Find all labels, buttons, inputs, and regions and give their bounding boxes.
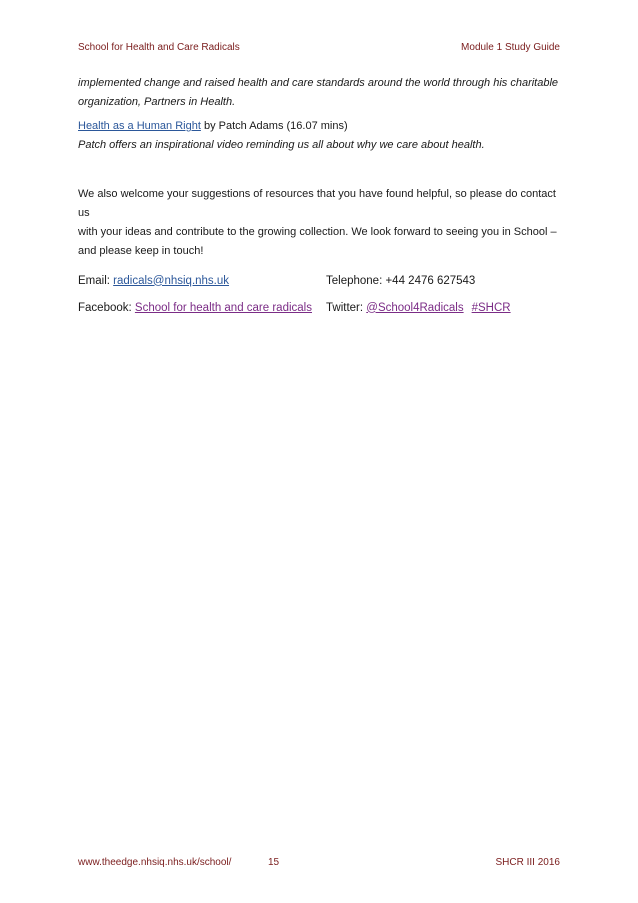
page-body <box>78 74 564 321</box>
email-entry <box>78 275 326 287</box>
contact-row-1 <box>78 267 564 294</box>
twitter-handle-link[interactable]: @School4Radicals <box>366 301 464 314</box>
footer-right-text: SHCR III 2016 <box>495 856 560 868</box>
footer-url: www.theedge.nhsiq.nhs.uk/school/ <box>78 856 232 868</box>
email-link[interactable]: radicals@nhsiq.nhs.uk <box>113 274 230 287</box>
intro-line-2: organization, Partners in Health. <box>78 96 236 108</box>
resource-description: Patch offers an inspirational video reminding us all about why we care about health. <box>78 139 485 151</box>
facebook-entry <box>78 302 326 314</box>
health-as-human-right-link[interactable]: Health as a Human Right <box>78 120 201 132</box>
intro-line-1: implemented change and raised health and care standards around the world through his charitable <box>78 77 559 89</box>
header-right-title: Module 1 Study Guide <box>461 41 560 53</box>
contact-block <box>78 267 564 321</box>
twitter-entry <box>326 302 564 314</box>
closing-line-3: and please keep in touch! <box>78 245 204 257</box>
facebook-label: Facebook: <box>78 301 135 314</box>
contact-row-2 <box>78 294 564 321</box>
footer-page-number: 15 <box>268 856 280 868</box>
resource-entry <box>78 117 564 136</box>
facebook-link[interactable]: School for health and care radicals <box>134 301 312 314</box>
resource-byline: by Patch Adams (16.07 mins) <box>200 120 348 132</box>
hashtag-link[interactable]: #SHCR <box>471 301 511 314</box>
page-footer <box>78 855 560 869</box>
closing-line-2: with your ideas and contribute to the growing collection. We look forward to seeing you in School – <box>78 226 557 238</box>
page-header <box>78 40 560 54</box>
email-label: Email: <box>78 274 114 287</box>
telephone-entry: Telephone: +44 2476 627543 <box>326 274 476 287</box>
twitter-label: Twitter: <box>326 301 367 314</box>
closing-line-1: We also welcome your suggestions of resources that you have found helpful, so please do contact us <box>78 188 556 219</box>
header-left-title: School for Health and Care Radicals <box>78 41 240 53</box>
